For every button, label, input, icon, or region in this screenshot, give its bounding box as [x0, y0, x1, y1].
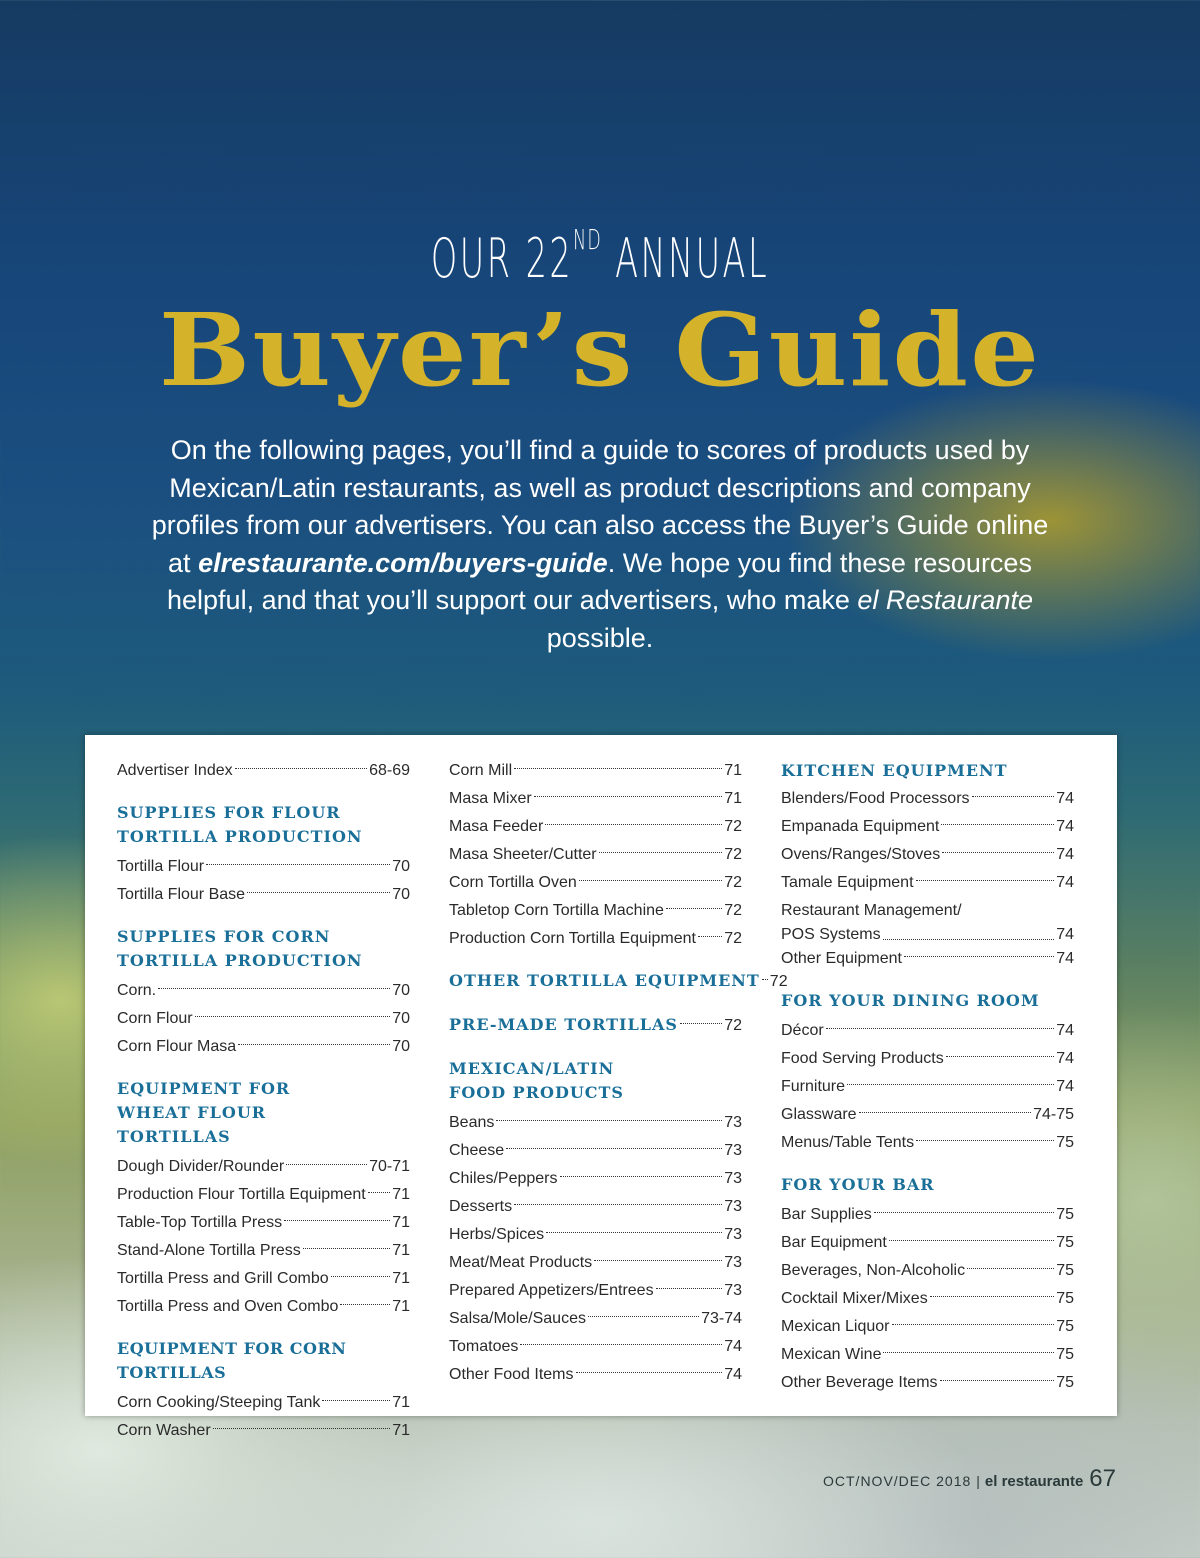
entry-label: Furniture: [781, 1078, 846, 1095]
entry-label: Other Food Items: [449, 1366, 574, 1383]
index-entry: [449, 1221, 742, 1249]
leader-dots: [206, 864, 390, 865]
entry-page: 75: [1056, 1346, 1074, 1363]
entry-label: Masa Feeder: [449, 818, 544, 835]
section-heading: EQUIPMENT FOR WHEAT FLOUR TORTILLAS: [117, 1079, 291, 1146]
entry-label: Tamale Equipment: [781, 874, 914, 891]
section-heading: EQUIPMENT FOR CORN TORTILLAS: [117, 1339, 347, 1382]
entry-label: Meat/Meat Products: [449, 1254, 593, 1271]
index-entry: [781, 1285, 1074, 1313]
index-entry: [117, 1389, 410, 1417]
leader-dots: [680, 1023, 722, 1024]
entry-page: 73: [724, 1226, 742, 1243]
leader-dots: [940, 1380, 1055, 1381]
entry-page: 74: [1056, 1050, 1074, 1067]
index-entry: [117, 1237, 410, 1265]
entry-label: Prepared Appetizers/Entrees: [449, 1282, 654, 1299]
leader-dots: [666, 908, 722, 909]
leader-dots: [235, 768, 367, 769]
entry-label: Tabletop Corn Tortilla Machine: [449, 902, 664, 919]
entry-label: Tortilla Flour Base: [117, 886, 246, 903]
entry-page: 75: [1056, 1234, 1074, 1251]
leader-dots: [303, 1248, 390, 1249]
index-entry: [781, 813, 1074, 841]
page-number: 67: [1089, 1465, 1116, 1492]
entry-page: 74: [1056, 1022, 1074, 1039]
index-entry: [781, 1129, 1074, 1157]
index-entry: [781, 1229, 1074, 1257]
leader-dots: [496, 1120, 722, 1121]
entry-page: 72: [724, 846, 742, 863]
entry-label: Corn Cooking/Steeping Tank: [117, 1394, 321, 1411]
entry-label: Tortilla Press and Grill Combo: [117, 1270, 329, 1287]
entry-page: 73: [724, 1142, 742, 1159]
page-title: Buyer’s Guide: [158, 291, 1042, 409]
entry-page: 70: [392, 886, 410, 903]
entry-label: Corn Flour: [117, 1010, 193, 1027]
leader-dots: [916, 880, 1055, 881]
annual-subtitle: [228, 205, 972, 294]
leader-dots: [874, 1212, 1054, 1213]
index-entry: [117, 1209, 410, 1237]
entry-page: 74: [1056, 1078, 1074, 1095]
entry-page: 74: [724, 1338, 742, 1355]
entry-page: 73: [724, 1114, 742, 1131]
index-entry: [781, 785, 1074, 813]
entry-page: 71: [392, 1214, 410, 1231]
entry-page: 70-71: [369, 1158, 410, 1175]
index-entry: [449, 1165, 742, 1193]
entry-page: 72: [724, 874, 742, 891]
entry-label: Chiles/Peppers: [449, 1170, 558, 1187]
entry-page: 71: [392, 1422, 410, 1439]
entry-page: 71: [724, 762, 742, 779]
entry-page: 71: [392, 1270, 410, 1287]
section-heading: OTHER TORTILLA EQUIPMENT: [449, 971, 760, 990]
index-entry: [449, 1137, 742, 1165]
page-header: [0, 205, 1200, 409]
annual-suffix: ANNUAL: [602, 227, 770, 290]
leader-dots: [942, 852, 1054, 853]
leader-dots: [322, 1400, 390, 1401]
entry-page: 71: [392, 1394, 410, 1411]
entry-page: 74: [1056, 950, 1074, 967]
entry-page: 75: [1056, 1134, 1074, 1151]
index-entry: [781, 945, 1074, 973]
leader-dots: [534, 796, 723, 797]
section-heading: SUPPLIES FOR FLOUR TORTILLA PRODUCTION: [117, 803, 363, 846]
leader-dots: [514, 768, 722, 769]
index-entry: [117, 757, 410, 785]
index-entry: [781, 1313, 1074, 1341]
index-entry: [781, 1201, 1074, 1229]
leader-dots: [158, 988, 390, 989]
leader-dots: [892, 1324, 1055, 1325]
index-entry: [117, 1265, 410, 1293]
footer-separator: |: [976, 1473, 980, 1489]
entry-page: 70: [392, 1010, 410, 1027]
leader-dots: [826, 1028, 1055, 1029]
entry-page: 74: [1056, 926, 1074, 943]
leader-dots: [247, 892, 390, 893]
index-entry: [781, 897, 1074, 945]
entry-page: 70: [392, 982, 410, 999]
leader-dots: [579, 880, 722, 881]
leader-dots: [546, 1232, 722, 1233]
entry-label: Corn.: [117, 982, 157, 999]
entry-label: Corn Flour Masa: [117, 1038, 237, 1055]
index-entry: [449, 1249, 742, 1277]
entry-label: Table-Top Tortilla Press: [117, 1214, 283, 1231]
entry-label: Glassware: [781, 1106, 857, 1123]
section-heading: PRE-MADE TORTILLAS: [449, 1015, 678, 1034]
entry-label: Mexican Wine: [781, 1346, 882, 1363]
leader-dots: [883, 939, 1055, 940]
index-entry: [781, 1045, 1074, 1073]
entry-label: Corn Washer: [117, 1422, 211, 1439]
leader-dots: [238, 1044, 390, 1045]
entry-label-continued: POS Systems: [781, 926, 881, 943]
entry-label: Beans: [449, 1114, 495, 1131]
entry-page: 73: [724, 1170, 742, 1187]
entry-page: 70: [392, 858, 410, 875]
entry-label: Stand-Alone Tortilla Press: [117, 1242, 301, 1259]
index-entry: [449, 1193, 742, 1221]
entry-page: 75: [1056, 1290, 1074, 1307]
entry-page: 74: [724, 1366, 742, 1383]
leader-dots: [514, 1204, 722, 1205]
index-entry: [449, 1305, 742, 1333]
entry-label: Beverages, Non-Alcoholic: [781, 1262, 966, 1279]
entry-page: 71: [392, 1186, 410, 1203]
issue-date: OCT/NOV/DEC 2018: [823, 1473, 972, 1489]
entry-label: Herbs/Spices: [449, 1226, 545, 1243]
index-entry: [781, 1341, 1074, 1369]
entry-page: 74-75: [1033, 1106, 1074, 1123]
section-heading: KITCHEN EQUIPMENT: [781, 761, 1008, 780]
index-entry: [117, 1033, 410, 1061]
heading-entry: [449, 969, 788, 997]
leader-dots: [941, 824, 1054, 825]
entry-page: 71: [724, 790, 742, 807]
leader-dots: [368, 1192, 390, 1193]
leader-dots: [946, 1056, 1054, 1057]
entry-page: 74: [1056, 846, 1074, 863]
leader-dots: [560, 1176, 723, 1177]
entry-page: 75: [1056, 1374, 1074, 1391]
entry-label: Desserts: [449, 1198, 513, 1215]
entry-page: 70: [392, 1038, 410, 1055]
index-entry: [449, 1109, 742, 1137]
section-heading: FOR YOUR DINING ROOM: [781, 991, 1040, 1010]
entry-label: Corn Mill: [449, 762, 513, 779]
entry-label: Menus/Table Tents: [781, 1134, 915, 1151]
leader-dots: [594, 1260, 722, 1261]
index-entry: [449, 925, 742, 953]
entry-page: 74: [1056, 790, 1074, 807]
entry-label: Tortilla Flour: [117, 858, 205, 875]
entry-label: Ovens/Ranges/Stoves: [781, 846, 941, 863]
leader-dots: [286, 1164, 367, 1165]
index-entry: [449, 841, 742, 869]
leader-dots: [506, 1148, 722, 1149]
entry-label: Production Corn Tortilla Equipment: [449, 930, 696, 947]
entry-page: 72: [724, 1017, 742, 1034]
index-entry: [449, 785, 742, 813]
leader-dots: [520, 1344, 722, 1345]
entry-page: 73: [724, 1282, 742, 1299]
leader-dots: [656, 1288, 723, 1289]
entry-page: 74: [1056, 818, 1074, 835]
entry-page: 72: [724, 818, 742, 835]
entry-label: Masa Mixer: [449, 790, 532, 807]
leader-dots: [588, 1316, 699, 1317]
entry-page: 75: [1056, 1206, 1074, 1223]
page-footer: [823, 1465, 1116, 1493]
entry-label: Advertiser Index: [117, 762, 233, 779]
leader-dots: [340, 1304, 390, 1305]
annual-prefix: OUR 22: [430, 227, 574, 290]
intro-text-3: possible.: [546, 622, 654, 653]
index-entry: [117, 881, 410, 909]
magazine-title: el restaurante: [984, 1473, 1084, 1490]
index-entry: [781, 1257, 1074, 1285]
entry-label: Production Flour Tortilla Equipment: [117, 1186, 366, 1203]
entry-label: Tortilla Press and Oven Combo: [117, 1298, 339, 1315]
entry-page: 75: [1056, 1262, 1074, 1279]
leader-dots: [847, 1084, 1054, 1085]
index-entry: [449, 1333, 742, 1361]
entry-page: 68-69: [369, 762, 410, 779]
entry-label: Corn Tortilla Oven: [449, 874, 577, 891]
index-column-2: [449, 757, 788, 1389]
intro-text-2: . We hope you find these resources helpful, and that you’ll support our advertisers, who make: [167, 547, 1032, 615]
entry-page: 73-74: [701, 1310, 742, 1327]
entry-page: 74: [1056, 874, 1074, 891]
leader-dots: [576, 1372, 723, 1373]
entry-label: Restaurant Management/: [781, 902, 962, 919]
entry-label: Other Equipment: [781, 950, 902, 967]
leader-dots: [284, 1220, 390, 1221]
leader-dots: [889, 1240, 1054, 1241]
leader-dots: [883, 1352, 1054, 1353]
index-entry: [449, 897, 742, 925]
buyers-guide-link[interactable]: elrestaurante.com/buyers-guide: [198, 547, 608, 578]
entry-label: Blenders/Food Processors: [781, 790, 970, 807]
annual-ordinal: ND: [573, 223, 603, 256]
leader-dots: [213, 1428, 391, 1429]
entry-label: Salsa/Mole/Sauces: [449, 1310, 586, 1327]
entry-label: Mexican Liquor: [781, 1318, 890, 1335]
leader-dots: [904, 956, 1054, 957]
leader-dots: [331, 1276, 391, 1277]
section-heading: MEXICAN/LATIN FOOD PRODUCTS: [449, 1059, 624, 1102]
index-entry: [781, 841, 1074, 869]
section-heading: FOR YOUR BAR: [781, 1175, 935, 1194]
index-entry: [117, 853, 410, 881]
index-entry: [781, 1369, 1074, 1397]
leader-dots: [916, 1140, 1054, 1141]
entry-page: 73: [724, 1254, 742, 1271]
entry-label: Bar Equipment: [781, 1234, 887, 1251]
entry-label: Masa Sheeter/Cutter: [449, 846, 597, 863]
entry-page: 71: [392, 1298, 410, 1315]
leader-dots: [930, 1296, 1055, 1297]
heading-entry: [449, 1013, 742, 1041]
entry-page: 72: [769, 973, 788, 990]
index-entry: [449, 757, 742, 785]
magazine-name: el Restaurante: [857, 585, 1033, 615]
index-entry: [449, 813, 742, 841]
intro-text-1: On the following pages, you’ll find a guide to scores of products used by Mexican/Latin restaurants, as well as product descriptions and company profiles from our advertisers. You can also access the Buyer’s Guide online at: [151, 435, 1049, 578]
index-entry: [449, 1361, 742, 1389]
entry-label: Décor: [781, 1022, 824, 1039]
entry-label: Cocktail Mixer/Mixes: [781, 1290, 928, 1307]
leader-dots: [859, 1112, 1032, 1113]
leader-dots: [967, 1268, 1054, 1269]
entry-page: 72: [724, 902, 742, 919]
index-column-1: [117, 757, 410, 1445]
index-entry: [449, 1277, 742, 1305]
entry-page: 75: [1056, 1318, 1074, 1335]
entry-label: Dough Divider/Rounder: [117, 1158, 285, 1175]
section-heading: SUPPLIES FOR CORN TORTILLA PRODUCTION: [117, 927, 363, 970]
leader-dots: [195, 1016, 391, 1017]
index-entry: [117, 977, 410, 1005]
index-entry: [117, 1153, 410, 1181]
index-entry: [117, 1417, 410, 1445]
entry-label: Tomatoes: [449, 1338, 519, 1355]
leader-dots: [545, 824, 722, 825]
leader-dots: [762, 979, 768, 980]
intro-paragraph: [150, 432, 1050, 657]
entry-page: 71: [392, 1242, 410, 1259]
entry-label: Bar Supplies: [781, 1206, 872, 1223]
entry-label: Empanada Equipment: [781, 818, 940, 835]
entry-page: 73: [724, 1198, 742, 1215]
entry-label: Cheese: [449, 1142, 505, 1159]
index-entry: [781, 1101, 1074, 1129]
index-entry: [117, 1293, 410, 1321]
leader-dots: [972, 796, 1055, 797]
leader-dots: [599, 852, 723, 853]
entry-label: Other Beverage Items: [781, 1374, 938, 1391]
index-entry: [781, 869, 1074, 897]
entry-label: Food Serving Products: [781, 1050, 944, 1067]
leader-dots: [698, 936, 722, 937]
index-panel: [85, 735, 1117, 1439]
index-entry: [117, 1005, 410, 1033]
index-entry: [117, 1181, 410, 1209]
entry-page: 72: [724, 930, 742, 947]
index-column-3: [781, 757, 1074, 1397]
index-entry: [449, 869, 742, 897]
index-entry: [781, 1073, 1074, 1101]
index-entry: [781, 1017, 1074, 1045]
